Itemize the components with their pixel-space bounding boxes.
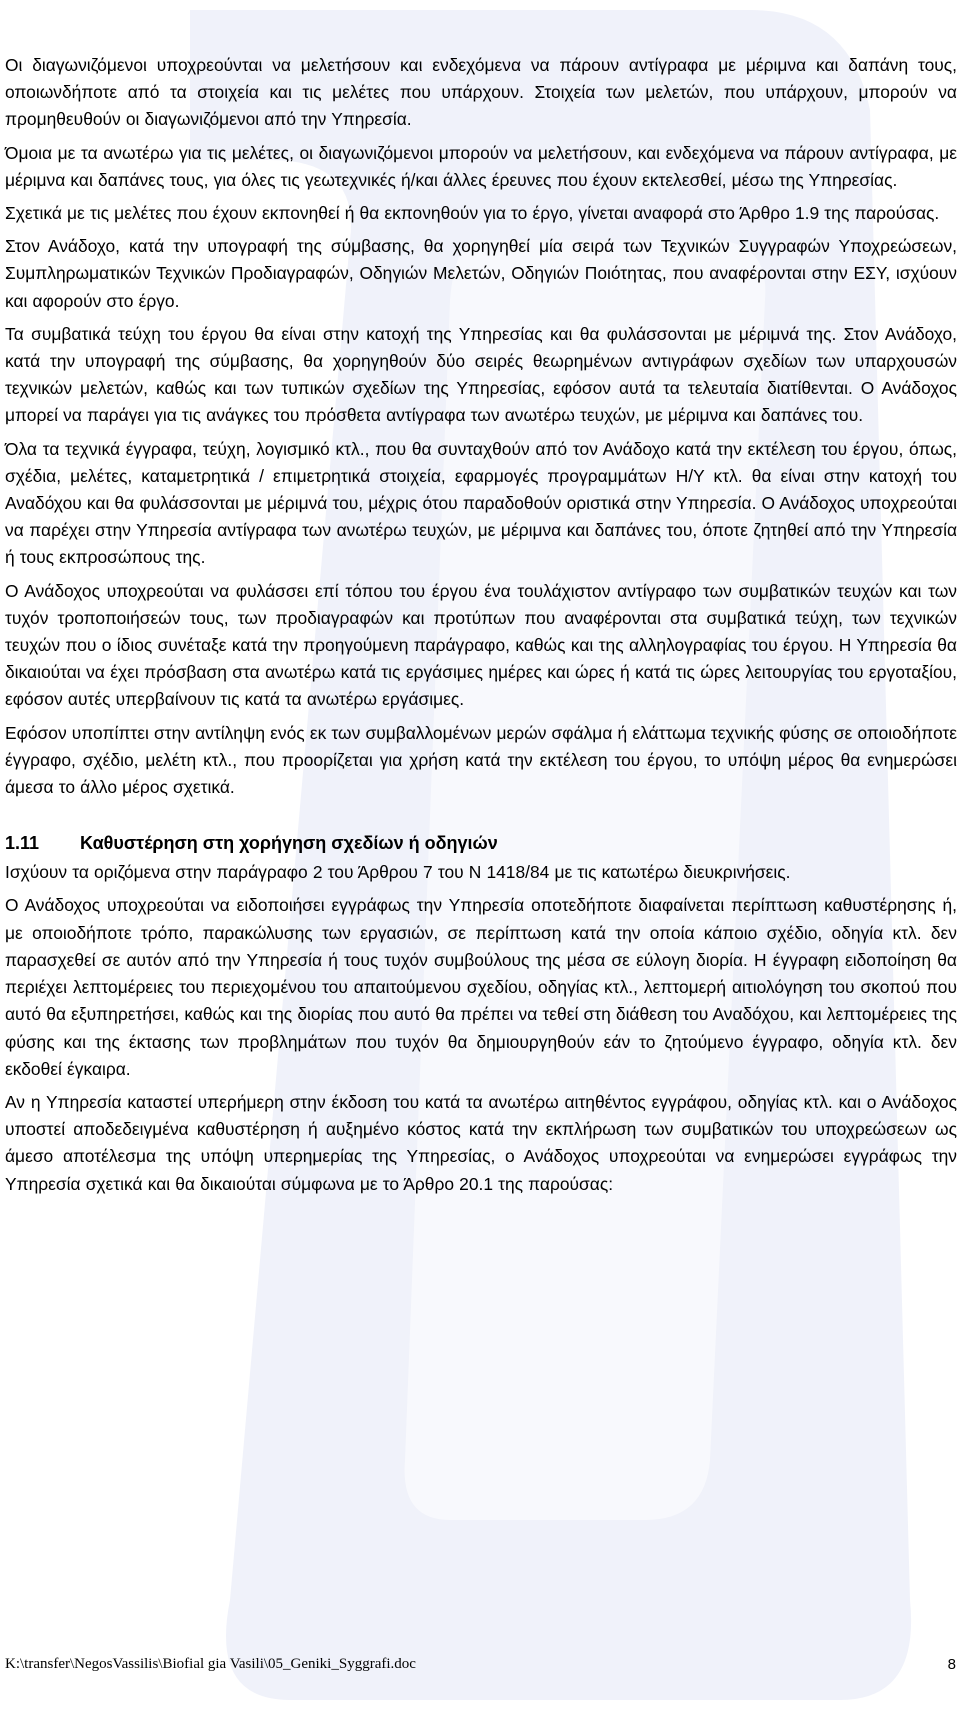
paragraph: Ο Ανάδοχος υποχρεούται να φυλάσσει επί τόπου του έργου ένα τουλάχιστον αντίγραφο των συμβατικών τευχών και των τυχόν τροποποιήσεών τους, των προδιαγραφών και προτύπων που αναφέρονται στα συμβατικά τεύχη, των τεχνικών τευχών που ο ίδιος συνέταξε κατά την προηγούμενη παράγραφο, καθώς και της αλληλογραφίας του έργου. Η Υπηρεσία θα δικαιούται να έχει πρόσβαση στα ανωτέρω κατά τις εργάσιμες ημέρες και ώρες ή κατά τις ώρες λειτουργίας του εργοταξίου, εφόσον αυτές υπερβαίνουν τις κατά τα ανωτέρω εργάσιμες. — [5, 580, 957, 710]
paragraph: Στον Ανάδοχο, κατά την υπογραφή της σύμβασης, θα χορηγηθεί μία σειρά των Τεχνικών Συγγραφών Υποχρεώσεων, Συμπληρωματικών Τεχνικών Προδιαγραφών, Οδηγιών Μελετών, Οδηγιών Ποιότητας, που αναφέρονται στην ΕΣΥ, ισχύουν και αφορούν στο έργο. — [5, 236, 957, 311]
paragraph: Όμοια με τα ανωτέρω για τις μελέτες, οι διαγωνιζόμενοι μπορούν να μελετήσουν, και ενδεχόμενα να πάρουν αντίγραφα, με μέριμνα και δαπάνες τους, για όλες τις γεωτεχνικές ή/και άλλες έρευνες που έχουν εκτελεσθεί, μέσω της Υπηρεσίας. — [5, 142, 957, 190]
paragraph: Οι διαγωνιζόμενοι υποχρεούνται να μελετήσουν και ενδεχόμενα να πάρουν αντίγραφα με μέριμνα και δαπάνη τους, οποιωνδήποτε από τα στοιχεία και τις μελέτες που υπάρχουν. Στοιχεία των μελετών, που υπάρχουν, μπορούν να προμηθευθούν οι διαγωνιζόμενοι από την Υπηρεσία. — [5, 55, 957, 130]
document-body — [5, 52, 957, 1204]
paragraph: Όλα τα τεχνικά έγγραφα, τεύχη, λογισμικό κτλ., που θα συνταχθούν από τον Ανάδοχο κατά την εκτέλεση του έργου, όπως, σχέδια, μελέτες, καταμετρητικά / επιμετρητικά στοιχεία, εφαρμογές προγραμμάτων Η/Υ κτλ. θα είναι στην κατοχή του Αναδόχου και θα φυλάσσονται με μέριμνά του, μέχρις ότου παραδοθούν οριστικά στην Υπηρεσία. Ο Ανάδοχος υποχρεούται να παρέχει στην Υπηρεσία αντίγραφα των ανωτέρω τευχών, με μέριμνα και δαπάνες του, όποτε ζητηθεί από την Υπηρεσία ή τους εκπροσώπους της. — [5, 438, 957, 568]
footer-file-path: K:\transfer\NegosVassilis\Biofial gia Vasili\05_Geniki_Syggrafi.doc — [5, 1656, 416, 1672]
section-heading — [5, 830, 957, 857]
paragraph: Τα συμβατικά τεύχη του έργου θα είναι στην κατοχή της Υπηρεσίας και θα φυλάσσονται με μέριμνά της. Στον Ανάδοχο, κατά την υπογραφή της σύμβασης, θα χορηγηθούν δύο σειρές θεωρημένων αντιγράφων σχεδίων των υπαρχουσών τεχνικών μελετών, καθώς και των τυπικών σχεδίων της Υπηρεσίας, εφόσον αυτά τα τελευταία διατίθενται. Ο Ανάδοχος μπορεί να παράγει για τις ανάγκες του πρόσθετα αντίγραφα των ανωτέρω τευχών, με μέριμνα και δαπάνες του. — [5, 323, 957, 426]
paragraph: Ο Ανάδοχος υποχρεούται να ειδοποιήσει εγγράφως την Υπηρεσία οποτεδήποτε διαφαίνεται περίπτωση καθυστέρησης ή, με οποιοδήποτε τρόπο, παρακώλυσης των εργασιών, σε περίπτωση κατά την οποία κάποιο σχέδιο, οδηγία κτλ. δεν παρασχεθεί σε αυτόν από την Υπηρεσία ή τους τυχόν συμβούλους της μέσα σε εύλογη διορία. Η έγγραφη ειδοποίηση θα περιέχει λεπτομέρειες του περιεχομένου του απαιτούμενου σχεδίου, οδηγίας κτλ., λεπτομερή αιτιολόγηση του σκοπού που αυτό θα εξυπηρετήσει, καθώς και της διορίας που αυτό θα πρέπει να τεθεί στη διάθεση του Αναδόχου, και λεπτομέρειες της φύσης και της έκτασης των προβλημάτων που τυχόν θα δημιουργηθούν εάν το ζητούμενο έγγραφο, οδηγία κτλ. δεν εκδοθεί έγκαιρα. — [5, 895, 957, 1079]
paragraph: Αν η Υπηρεσία καταστεί υπερήμερη στην έκδοση του κατά τα ανωτέρω αιτηθέντος εγγράφου, οδηγίας κτλ. και ο Ανάδοχος υποστεί αποδεδειγμένα καθυστέρηση ή αυξημένο κόστος κατά την εκπλήρωση των συμβατικών του υποχρεώσεων ως άμεσο αποτέλεσμα της υπόψη υπερημερίας της Υπηρεσίας, ο Ανάδοχος υποχρεούται να ενημερώσει εγγράφως την Υπηρεσία σχετικά και θα δικαιούται σύμφωνα με το Άρθρο 20.1 της παρούσας: — [5, 1091, 957, 1194]
paragraph: Σχετικά με τις μελέτες που έχουν εκπονηθεί ή θα εκπονηθούν για το έργο, γίνεται αναφορά στο Άρθρο 1.9 της παρούσας. — [5, 203, 940, 224]
section-number: 1.11 — [5, 833, 40, 854]
footer-page-number: 8 — [947, 1656, 956, 1673]
paragraph: Ισχύουν τα οριζόμενα στην παράγραφο 2 του Άρθρου 7 του Ν 1418/84 με τις κατωτέρω διευκρινήσεις. — [5, 862, 791, 883]
section-title: Καθυστέρηση στη χορήγηση σχεδίων ή οδηγιών — [80, 833, 498, 854]
paragraph: Εφόσον υποπίπτει στην αντίληψη ενός εκ των συμβαλλομένων μερών σφάλμα ή ελάττωμα τεχνικής φύσης σε οποιοδήποτε έγγραφο, σχέδιο, μελέτη κτλ., που προορίζεται για χρήση κατά την εκτέλεση του έργου, το υπόψη μέρος θα ενημερώσει άμεσα το άλλο μέρος σχετικά. — [5, 722, 957, 798]
